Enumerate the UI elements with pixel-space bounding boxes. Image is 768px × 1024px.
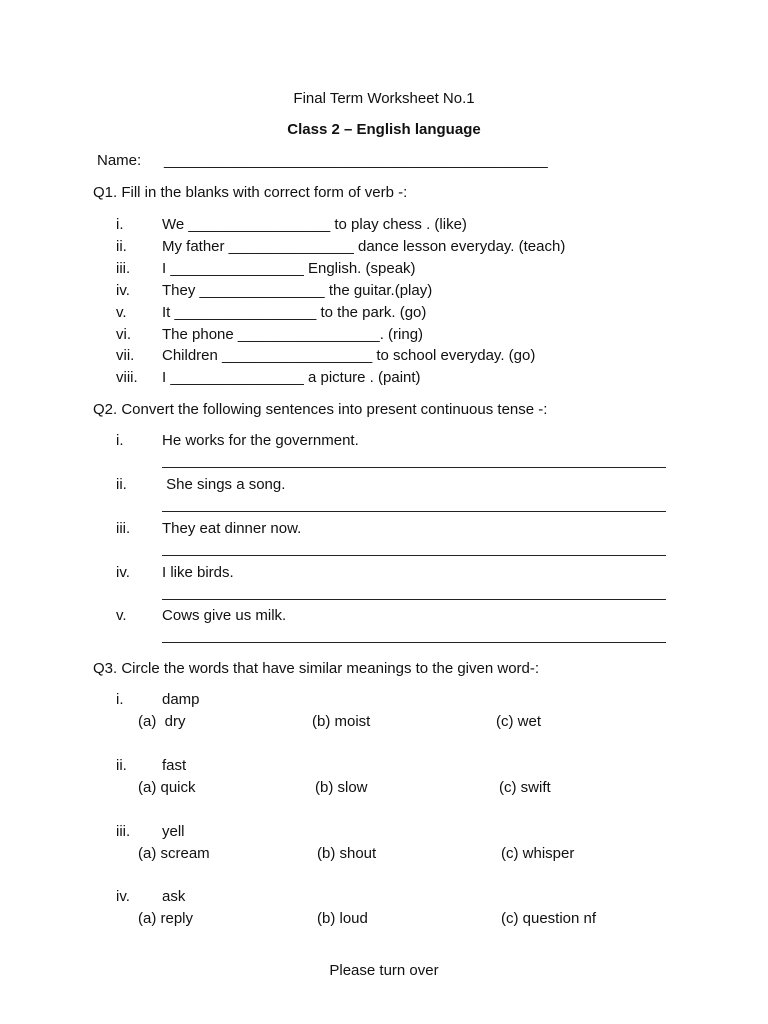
q3-item-number: i. bbox=[116, 691, 124, 708]
q1-item-number: vi. bbox=[116, 326, 131, 343]
worksheet-title: Final Term Worksheet No.1 bbox=[293, 90, 475, 107]
option-b[interactable]: (b) moist bbox=[312, 713, 371, 730]
q2-item-sentence: Cows give us milk. bbox=[162, 607, 287, 624]
q2-item-sentence: I like birds. bbox=[162, 564, 234, 581]
option-a[interactable]: (a) quick bbox=[138, 779, 196, 796]
q2-heading: Q2. Convert the following sentences into present continuous tense -: bbox=[93, 401, 548, 418]
option-c[interactable]: (c) question nf bbox=[501, 910, 597, 927]
q3-given-word: fast bbox=[162, 757, 187, 774]
q2-item-sentence: They eat dinner now. bbox=[162, 520, 302, 537]
q3-heading: Q3. Circle the words that have similar meanings to the given word-: bbox=[93, 660, 540, 677]
q2-item-number: iii. bbox=[116, 520, 131, 537]
q2-item-number: v. bbox=[116, 607, 127, 624]
q3-given-word: ask bbox=[162, 888, 186, 905]
q1-item-text[interactable]: I ________________ English. (speak) bbox=[162, 260, 416, 277]
answer-line[interactable] bbox=[162, 599, 666, 600]
option-a[interactable]: (a) scream bbox=[138, 845, 210, 862]
q1-item-text[interactable]: My father _______________ dance lesson everyday. (teach) bbox=[162, 238, 566, 255]
option-a[interactable]: (a) dry bbox=[138, 713, 186, 730]
q2-item-number: i. bbox=[116, 432, 124, 449]
option-b[interactable]: (b) slow bbox=[315, 779, 368, 796]
class-subtitle: Class 2 – English language bbox=[287, 121, 481, 138]
q1-item-number: ii. bbox=[116, 238, 127, 255]
q1-item-text[interactable]: I ________________ a picture . (paint) bbox=[162, 369, 421, 386]
q1-item-number: iv. bbox=[116, 282, 130, 299]
option-c[interactable]: (c) whisper bbox=[501, 845, 575, 862]
answer-line[interactable] bbox=[162, 555, 666, 556]
name-blank[interactable]: ______________________________________________ bbox=[164, 152, 548, 169]
option-a[interactable]: (a) reply bbox=[138, 910, 194, 927]
answer-line[interactable] bbox=[162, 467, 666, 468]
footer-note: Please turn over bbox=[329, 962, 439, 979]
q3-item-number: iii. bbox=[116, 823, 131, 840]
q1-item-number: viii. bbox=[116, 369, 138, 386]
q1-item-number: vii. bbox=[116, 347, 135, 364]
answer-line[interactable] bbox=[162, 511, 666, 512]
q1-item-text[interactable]: It _________________ to the park. (go) bbox=[162, 304, 427, 321]
q3-item-number: iv. bbox=[116, 888, 130, 905]
name-label: Name: bbox=[97, 152, 142, 169]
q1-item-text[interactable]: They _______________ the guitar.(play) bbox=[162, 282, 433, 299]
q1-heading: Q1. Fill in the blanks with correct form of verb -: bbox=[93, 184, 408, 201]
q1-item-number: iii. bbox=[116, 260, 131, 277]
q1-item-number: i. bbox=[116, 216, 124, 233]
q1-item-text[interactable]: The phone _________________. (ring) bbox=[162, 326, 424, 343]
answer-line[interactable] bbox=[162, 642, 666, 643]
q2-item-number: iv. bbox=[116, 564, 130, 581]
q2-item-number: ii. bbox=[116, 476, 127, 493]
option-c[interactable]: (c) wet bbox=[496, 713, 541, 730]
option-b[interactable]: (b) shout bbox=[317, 845, 377, 862]
q2-item-sentence: He works for the government. bbox=[162, 432, 359, 449]
q1-item-number: v. bbox=[116, 304, 127, 321]
option-b[interactable]: (b) loud bbox=[317, 910, 368, 927]
q1-item-text[interactable]: We _________________ to play chess . (like) bbox=[162, 216, 467, 233]
q3-given-word: yell bbox=[162, 823, 185, 840]
option-c[interactable]: (c) swift bbox=[499, 779, 551, 796]
q1-item-text[interactable]: Children __________________ to school everyday. (go) bbox=[162, 347, 536, 364]
q3-given-word: damp bbox=[162, 691, 200, 708]
q3-item-number: ii. bbox=[116, 757, 127, 774]
q2-item-sentence: She sings a song. bbox=[162, 476, 286, 493]
